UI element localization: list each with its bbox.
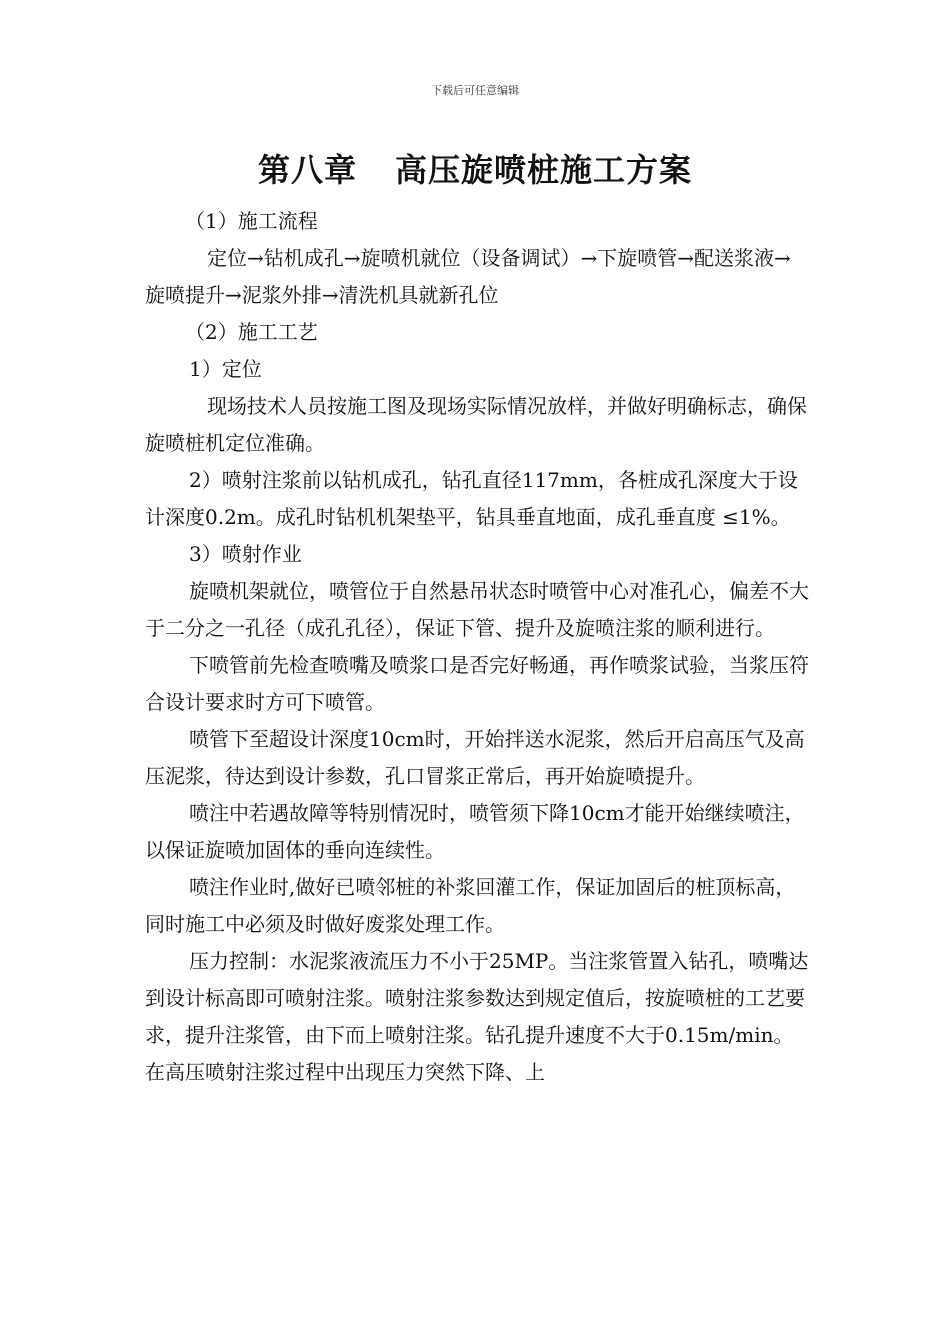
chapter-name: 高压旋喷桩施工方案 [395, 151, 693, 189]
pressure-control-paragraph: 压力控制：水泥浆液流压力不小于25MP。当注浆管置入钻孔，喷嘴达到设计标高即可喷射注浆。喷射注浆参数达到规定值后，按旋喷桩的工艺要求，提升注浆管，由下而上喷射注浆。钻孔提升速度不大于0.15m/min。在高压喷射注浆过程中出现压力突然下降、上 [145, 949, 809, 1084]
jetting-paragraph-3: 喷管下至超设计深度10cm时，开始拌送水泥浆，然后开启高压气及高压泥浆，待达到设计参数，孔口冒浆正常后，再开始旋喷提升。 [145, 727, 805, 788]
section-heading-craft: （2）施工工艺 [185, 320, 318, 344]
jetting-paragraph-5: 喷注作业时,做好已喷邻桩的补浆回灌工作，保证加固后的桩顶标高，同时施工中必须及时做好废浆处理工作。 [145, 875, 796, 936]
subheading-jetting: 3）喷射作业 [189, 542, 302, 566]
jetting-paragraph-4: 喷注中若遇故障等特别情况时，喷管须下降10cm才能开始继续喷注，以保证旋喷加固体的垂向连续性。 [145, 801, 805, 862]
subheading-positioning: 1）定位 [189, 357, 262, 381]
jetting-paragraph-2: 下喷管前先检查喷嘴及喷浆口是否完好畅通，再作喷浆试验，当浆压符合设计要求时方可下喷管。 [145, 653, 809, 714]
section-heading-process: （1）施工流程 [185, 209, 318, 233]
page-header: 下载后可任意编辑 [431, 84, 519, 97]
jetting-paragraph-1: 旋喷机架就位，喷管位于自然悬吊状态时喷管中心对准孔心，偏差不大于二分之一孔径（成孔孔径），保证下管、提升及旋喷注浆的顺利进行。 [145, 579, 809, 640]
chapter-number: 第八章 [257, 151, 357, 189]
chapter-title [0, 145, 950, 191]
document-body [145, 203, 810, 1091]
process-flow-paragraph: 定位→钻机成孔→旋喷机就位（设备调试）→下旋喷管→配送浆液→旋喷提升→泥浆外排→清洗机具就新孔位 [145, 246, 791, 307]
positioning-paragraph: 现场技术人员按施工图及现场实际情况放样，并做好明确标志，确保旋喷桩机定位准确。 [145, 394, 807, 455]
drilling-paragraph: 2）喷射注浆前以钻机成孔，钻孔直径117mm，各桩成孔深度大于设计深度0.2m。成孔时钻机机架垫平，钻具垂直地面，成孔垂直度 ≤1%。 [145, 468, 798, 529]
